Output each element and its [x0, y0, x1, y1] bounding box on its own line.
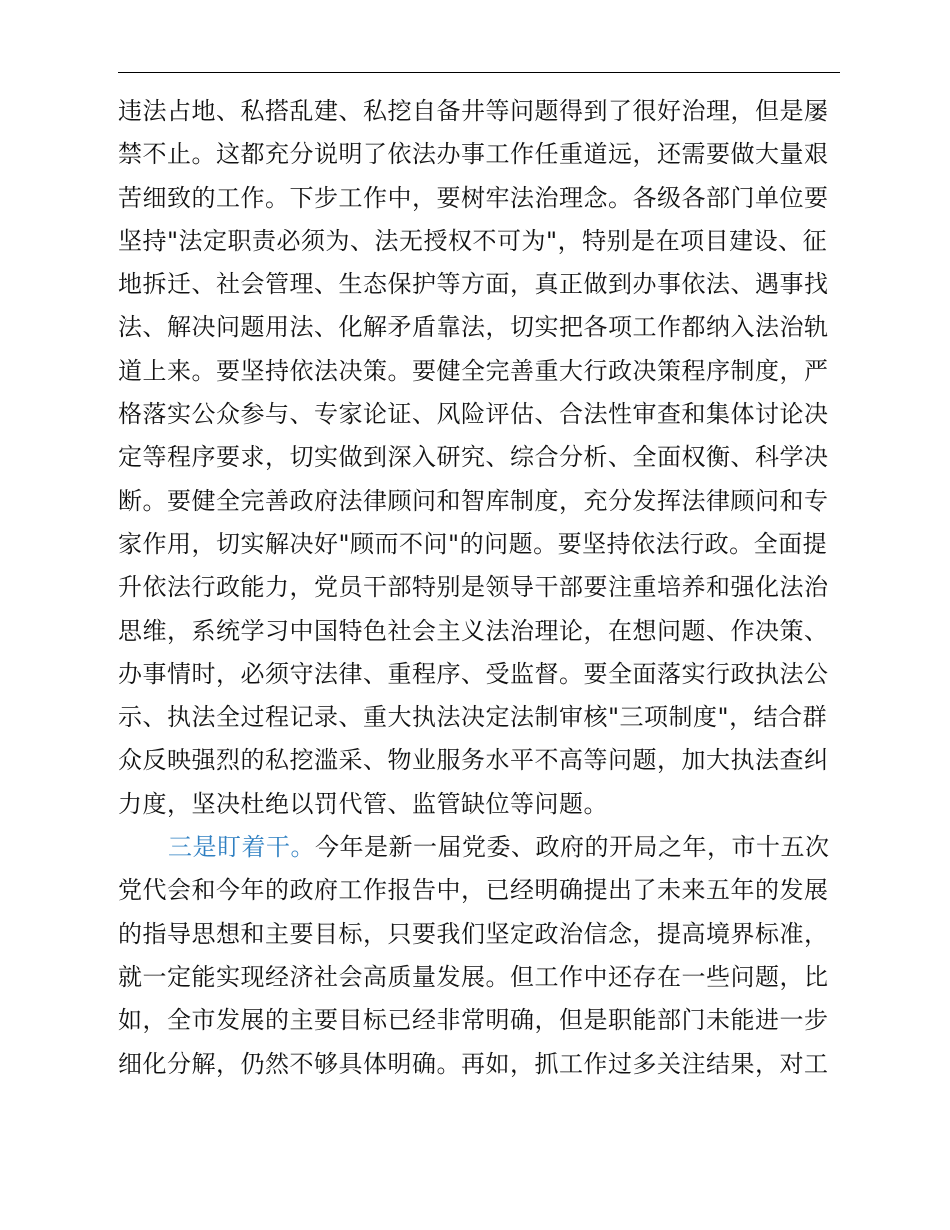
text-line: 苦细致的工作。下步工作中，要树牢法治理念。各级各部门单位要 — [118, 183, 829, 212]
text-line: 示、执法全过程记录、重大执法决定法制审核"三项制度"，结合群 — [118, 703, 828, 732]
text-line: 的指导思想和主要目标，只要我们坚定政治信念，提高境界标准， — [118, 919, 829, 948]
text-line: 坚持"法定职责必须为、法无授权不可为"，特别是在项目建设、征 — [118, 226, 828, 255]
text-line: 党代会和今年的政府工作报告中，已经明确提出了未来五年的发展 — [118, 876, 829, 905]
paragraph-first-line — [118, 826, 842, 869]
text-line: 办事情时，必须守法律、重程序、受监督。要全面落实行政执法公 — [118, 659, 829, 688]
text-line: 如，全市发展的主要目标已经非常明确，但是职能部门未能进一步 — [118, 1006, 829, 1035]
text-line: 力度，坚决杜绝以罚代管、监管缺位等问题。 — [118, 789, 608, 818]
section-heading: 三是盯着干。 — [168, 833, 315, 862]
text-line: 地拆迁、社会管理、生态保护等方面，真正做到办事依法、遇事找 — [118, 270, 829, 299]
text-line: 升依法行政能力，党员干部特别是领导干部要注重培养和强化法治 — [118, 573, 829, 602]
text-line: 众反映强烈的私挖滥采、物业服务水平不高等问题，加大执法查纠 — [118, 746, 829, 775]
text-line: 法、解决问题用法、化解矛盾靠法，切实把各项工作都纳入法治轨 — [118, 313, 829, 342]
text-line: 断。要健全完善政府法律顾问和智库制度，充分发挥法律顾问和专 — [118, 486, 829, 515]
header-rule — [118, 72, 840, 73]
text-line: 违法占地、私搭乱建、私挖自备井等问题得到了很好治理，但是屡 — [118, 97, 829, 125]
text-line: 思维，系统学习中国特色社会主义法治理论，在想问题、作决策、 — [118, 616, 829, 645]
text-line: 家作用，切实解决好"顾而不问"的问题。要坚持依法行政。全面提 — [118, 529, 828, 558]
text-line: 禁不止。这都充分说明了依法办事工作任重道远，还需要做大量艰 — [118, 140, 829, 169]
text-line: 道上来。要坚持依法决策。要健全完善重大行政决策程序制度，严 — [118, 356, 829, 385]
text-line: 定等程序要求，切实做到深入研究、综合分析、全面权衡、科学决 — [118, 443, 829, 472]
text-line: 细化分解，仍然不够具体明确。再如，抓工作过多关注结果，对工 — [118, 1049, 829, 1078]
text-line: 格落实公众参与、专家论证、风险评估、合法性审查和集体讨论决 — [118, 400, 829, 429]
text-line: 就一定能实现经济社会高质量发展。但工作中还存在一些问题，比 — [118, 962, 829, 991]
text-run: 今年是新一届党委、政府的开局之年，市十五次 — [315, 833, 830, 862]
document-body — [118, 90, 842, 1086]
